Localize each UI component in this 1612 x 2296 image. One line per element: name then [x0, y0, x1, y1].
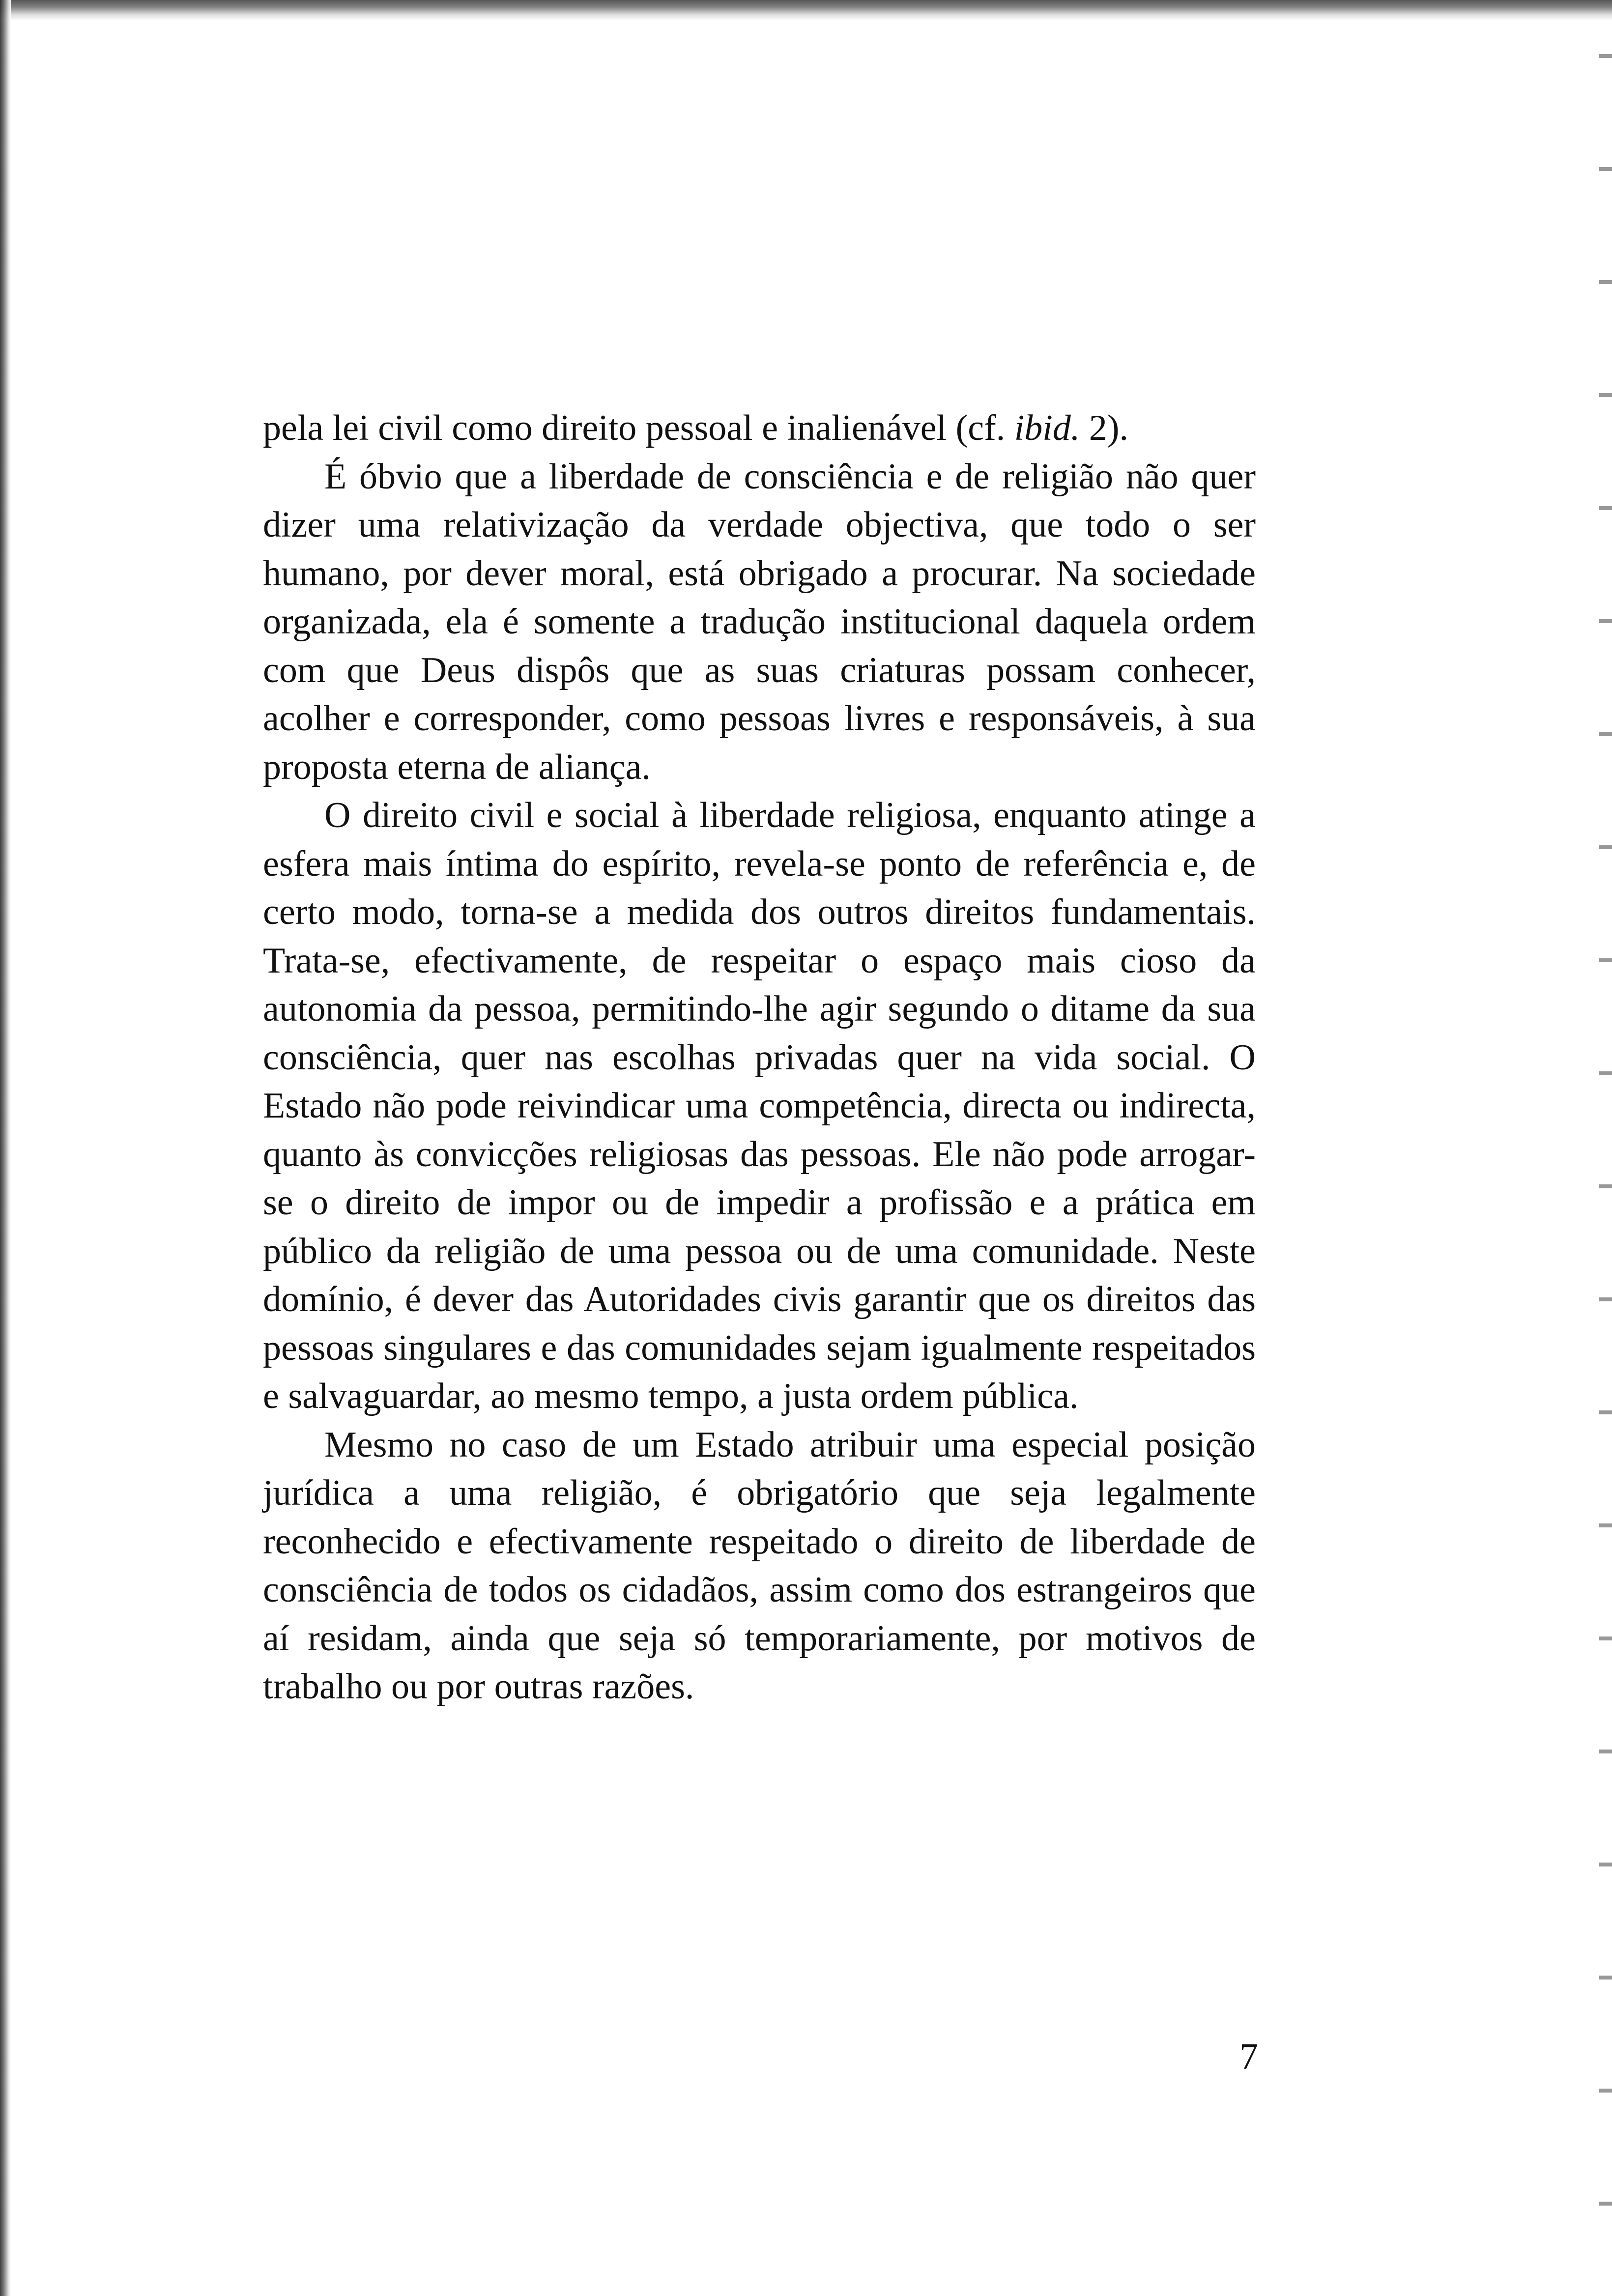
paragraph-1-text: pela lei civil como direito pessoal e inalienável (cf. [263, 408, 1014, 448]
paragraph-1-text-end: 2). [1080, 408, 1129, 448]
paragraph-1-italic-ibid: ibid. [1014, 408, 1080, 448]
paragraph-continuation [263, 404, 1256, 453]
paragraph-4: Mesmo no caso de um Estado atribuir uma especial posição jurídica a uma religião, é obrigatório que seja legalmente reconhecido e efectivamente respeitado o direito de liberdade de consciência de todos os cidadãos, assim como dos estrangeiros que aí residam, ainda que seja só temporariamente, por motivos de trabalho ou por outras razões. [263, 1424, 1256, 1707]
scan-left-edge [0, 0, 11, 2296]
page-number: 7 [1239, 2036, 1258, 2077]
paragraph-3: O direito civil e social à liberdade religiosa, enquanto atinge a esfera mais íntima do espírito, revela-se ponto de referência e, de certo modo, torna-se a medida dos outros direitos fundamentais. Trata-se, efectivamente, de respeitar o espaço mais cioso da autonomia da pessoa, permitindo-lhe agir segundo o ditame da sua consciência, quer nas escolhas privadas quer na vida social. O Estado não pode reivindicar uma competência, directa ou indirecta, quanto às convicções religiosas das pessoas. Ele não pode arrogar-se o direito de impor ou de impedir a profissão e a prática em público da religião de uma pessoa ou de uma comunidade. Neste domínio, é dever das Autoridades civis garantir que os direitos das pessoas singulares e das comunidades sejam igualmente respeitados e salvaguardar, ao mesmo tempo, a justa ordem pública. [263, 795, 1256, 1416]
scan-top-edge [0, 0, 1612, 21]
scan-right-edge [1599, 0, 1612, 2296]
page-body-text [263, 404, 1256, 1711]
paragraph-2: É óbvio que a liberdade de consciência e de religião não quer dizer uma relativização da verdade objectiva, que todo o ser humano, por dever moral, está obrigado a procurar. Na sociedade organizada, ela é somente a tradução institucional daquela ordem com que Deus dispôs que as suas criaturas possam conhecer, acolher e corresponder, como pessoas livres e responsáveis, à sua proposta eterna de aliança. [263, 456, 1256, 787]
